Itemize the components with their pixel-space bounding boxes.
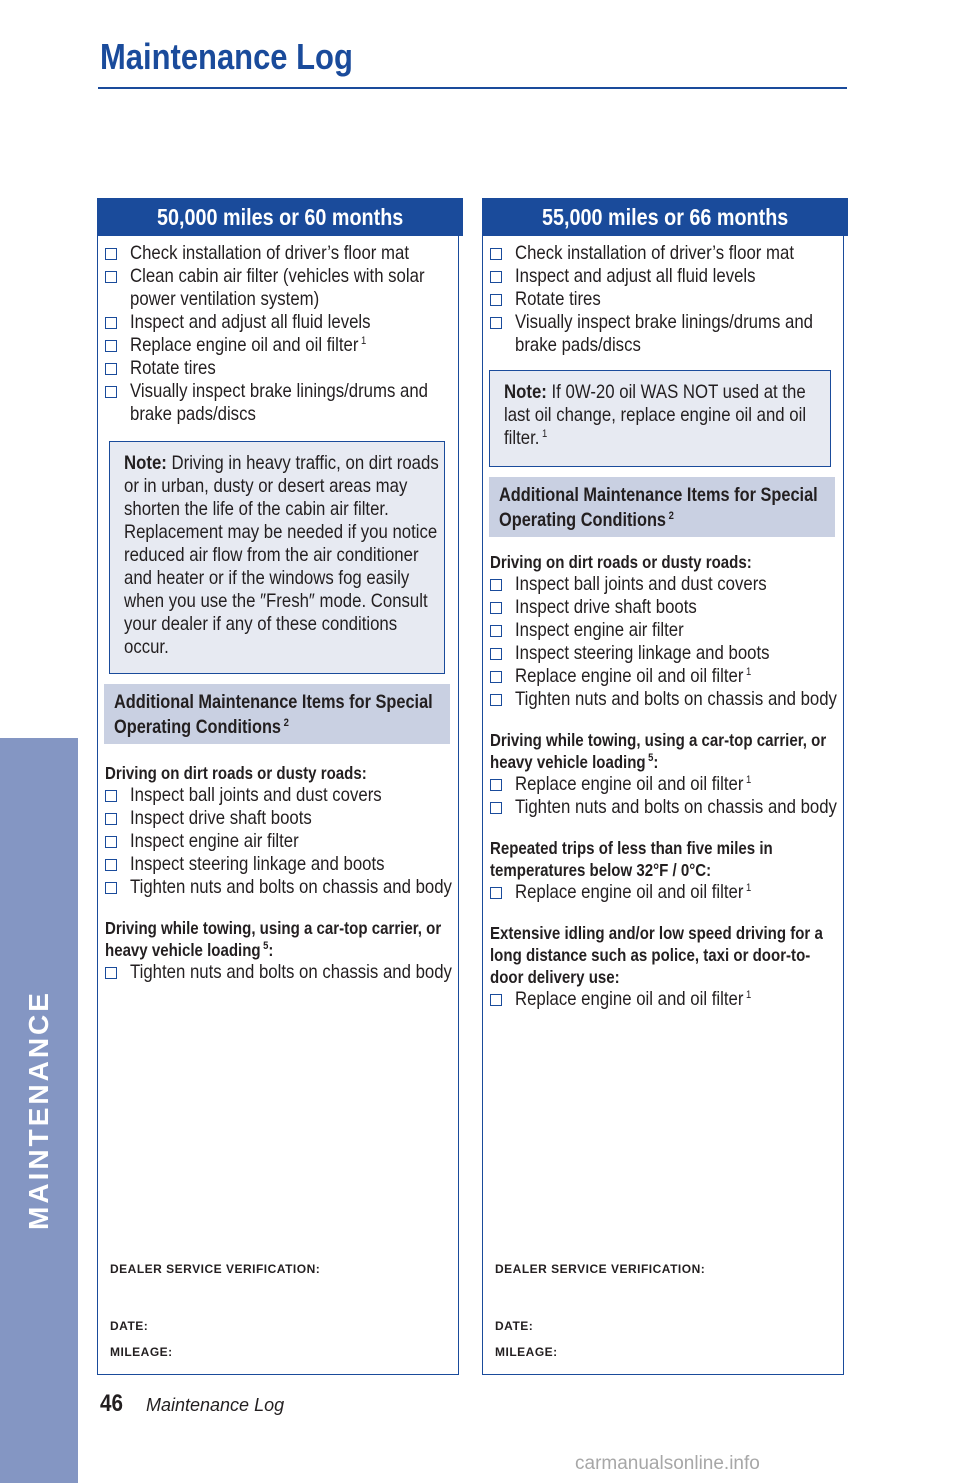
section-heading-body: Driving while towing, using a car-top carrier, or heavy vehicle loading [105,918,442,960]
checklist-item[interactable] [490,619,840,642]
footnote-marker: 1 [745,988,752,1001]
checkbox-icon[interactable] [105,836,117,848]
checklist-item[interactable] [490,688,840,711]
checkbox-icon[interactable] [490,271,502,283]
checklist-item-label: Check installation of driver’s floor mat [130,242,410,264]
checklist-item-label [515,665,839,688]
checklist-item[interactable] [105,357,455,380]
checkbox-icon[interactable] [105,271,117,283]
checklist-item[interactable] [105,265,455,311]
footnote-marker: 2 [283,716,289,729]
checklist-item-label: Inspect steering linkage and boots [130,853,385,875]
checklist-item-label: Inspect and adjust all fluid levels [515,265,756,287]
checkbox-icon[interactable] [105,967,117,979]
note-label: Note: [504,381,547,403]
column-header [482,198,848,236]
checkbox-icon[interactable] [490,802,502,814]
checklist-item-label: Inspect ball joints and dust covers [130,784,382,806]
column-55000-miles [482,198,844,1375]
checklist-item-label: Rotate tires [130,357,216,379]
side-tab-label: MAINTENANCE [23,990,54,1230]
checklist-item[interactable] [490,881,840,904]
note-box [489,370,831,467]
page-title: Maintenance Log [100,36,353,77]
checklist-item-label: Inspect drive shaft boots [515,596,697,618]
title-rule [98,87,847,89]
footnote-marker: 1 [360,334,367,347]
section-heading-body: Driving while towing, using a car-top carrier, or heavy vehicle loading [490,730,827,772]
checklist-item-label: Tighten nuts and bolts on chassis and body [130,961,452,983]
footnote-marker: 1 [542,427,548,440]
note-text [504,381,829,450]
checklist-item[interactable] [490,573,840,596]
page-number: 46 [100,1390,123,1417]
additional-items-banner [489,477,835,537]
footnote-marker: 1 [745,881,752,894]
checkbox-icon[interactable] [490,887,502,899]
checkbox-icon[interactable] [490,579,502,591]
checklist-item-label: Inspect drive shaft boots [130,807,312,829]
footer-label: Maintenance Log [146,1395,285,1415]
checklist-item[interactable] [490,265,840,288]
additional-items-text: Additional Maintenance Items for Special Operating Conditions [114,692,433,738]
checkbox-icon[interactable] [105,859,117,871]
checklist-item[interactable] [490,311,840,357]
checklist-item-text: Replace engine oil and oil filter [515,988,744,1010]
checklist-item-label: Tighten nuts and bolts on chassis and body [515,688,837,710]
checklist-item-label: Inspect and adjust all fluid levels [130,311,371,333]
checkbox-icon[interactable] [105,248,117,260]
checklist-item-label [515,773,839,796]
column-50000-miles [97,198,459,1375]
checkbox-icon[interactable] [105,340,117,352]
checklist-item-text: Replace engine oil and oil filter [515,773,744,795]
column-body [490,242,840,1011]
checkbox-icon[interactable] [105,882,117,894]
mileage-label: MILEAGE: [110,1345,173,1359]
footnote-marker: 1 [745,773,752,786]
checklist-item[interactable] [105,830,455,853]
checklist-item[interactable] [105,876,455,899]
checklist-item[interactable] [105,242,455,265]
note-body: Driving in heavy traffic, on dirt roads or in urban, dusty or desert areas may shorten the life of the cabin air filter. Replacement may be needed if you notice reduced air flow from the air conditioner and heater or if the windows fog easily when you use the ″Fresh″ mode. Consult your dealer if any of these conditions occur. [124,452,439,658]
mileage-label: MILEAGE: [495,1345,558,1359]
checklist-item-label: Visually inspect brake linings/drums and brake pads/discs [515,311,813,356]
footnote-marker: 2 [668,509,674,522]
checklist-item-label: Inspect steering linkage and boots [515,642,770,664]
checklist-item[interactable] [105,334,455,357]
checkbox-icon[interactable] [490,248,502,260]
checklist-item-label [515,881,839,904]
checklist-item[interactable] [105,380,455,426]
checklist-item[interactable] [105,807,455,830]
note-label: Note: [124,452,167,474]
checklist-item[interactable] [490,288,840,311]
checkbox-icon[interactable] [105,813,117,825]
checklist-item-label: Tighten nuts and bolts on chassis and body [515,796,837,818]
section-heading-text: Driving on dirt roads or dusty roads: [105,763,367,783]
checklist-item-text: Replace engine oil and oil filter [515,665,744,687]
checklist-item[interactable] [490,242,840,265]
checklist-item-label: Rotate tires [515,288,601,310]
checkbox-icon[interactable] [105,790,117,802]
checklist-item[interactable] [105,853,455,876]
note-text [124,452,443,659]
checkbox-icon[interactable] [490,294,502,306]
checkbox-icon[interactable] [490,648,502,660]
additional-items-title [499,483,834,533]
checklist-item-label: Inspect ball joints and dust covers [515,573,767,595]
footnote-marker: 5 [648,752,654,765]
checklist-item[interactable] [105,784,455,807]
additional-items-title [114,690,449,740]
note-body: If 0W-20 oil WAS NOT used at the last oil change, replace engine oil and oil filter. [504,381,807,449]
checklist-item[interactable] [490,665,840,688]
checklist-item-label [130,334,454,357]
section-heading-dirt-roads [105,762,455,784]
section-heading-text: Driving on dirt roads or dusty roads: [490,552,752,572]
checklist-item-label: Inspect engine air filter [130,830,299,852]
watermark: carmanualsonline.info [575,1453,760,1474]
column-header-text: 55,000 miles or 66 months [541,203,789,230]
checklist-item-text: Replace engine oil and oil filter [130,334,359,356]
checkbox-icon[interactable] [105,317,117,329]
checklist-item-label: Clean cabin air filter (vehicles with solar power ventilation system) [130,265,425,310]
checkbox-icon[interactable] [105,386,117,398]
section-heading-short-trips [490,837,840,881]
checklist-item-label: Check installation of driver’s floor mat [515,242,795,264]
checklist-item[interactable] [105,961,455,984]
checklist-item-label: Tighten nuts and bolts on chassis and body [130,876,452,898]
date-label: DATE: [495,1319,534,1333]
column-body [105,242,455,984]
checkbox-icon[interactable] [490,625,502,637]
dealer-verification-label: DEALER SERVICE VERIFICATION: [110,1262,321,1276]
checklist-item-label: Inspect engine air filter [515,619,684,641]
checklist-item[interactable] [490,796,840,819]
section-heading-text: Extensive idling and/or low speed driving for a long distance such as police, taxi or door-to-door delivery use: [490,923,823,987]
section-heading-text: Driving while towing, using a car-top carrier, or heavy vehicle loading $^5$: [490,730,827,772]
footnote-marker: 1 [745,665,752,678]
section-heading-dirt-roads [490,551,840,573]
checklist-item-label [515,988,839,1011]
date-label: DATE: [110,1319,149,1333]
dealer-verification-label: DEALER SERVICE VERIFICATION: [495,1262,706,1276]
column-header [97,198,463,236]
checkbox-icon[interactable] [490,694,502,706]
checkbox-icon[interactable] [490,602,502,614]
checklist-item-label: Visually inspect brake linings/drums and brake pads/discs [130,380,428,425]
section-heading-towing [105,917,455,961]
checklist-item[interactable] [105,311,455,334]
checkbox-icon[interactable] [490,779,502,791]
checkbox-icon[interactable] [490,317,502,329]
additional-items-text: Additional Maintenance Items for Special Operating Conditions [499,485,818,531]
footnote-marker: 5 [263,940,269,953]
section-heading-text: Driving while towing, using a car-top carrier, or heavy vehicle loading $^5$: [105,918,442,960]
checkbox-icon[interactable] [490,994,502,1006]
section-heading-text: Repeated trips of less than five miles in temperatures below 32°F / 0°C: [490,838,773,880]
checklist-item-text: Replace engine oil and oil filter [515,881,744,903]
checklist-item[interactable] [490,773,840,796]
section-heading-idling [490,922,840,988]
checkbox-icon[interactable] [105,363,117,375]
section-heading-towing [490,729,840,773]
note-box [109,441,445,674]
checklist-item[interactable] [490,988,840,1011]
checklist-item[interactable] [490,596,840,619]
column-header-text: 50,000 miles or 60 months [156,203,404,230]
checklist-item[interactable] [490,642,840,665]
additional-items-banner [104,684,450,744]
checkbox-icon[interactable] [490,671,502,683]
